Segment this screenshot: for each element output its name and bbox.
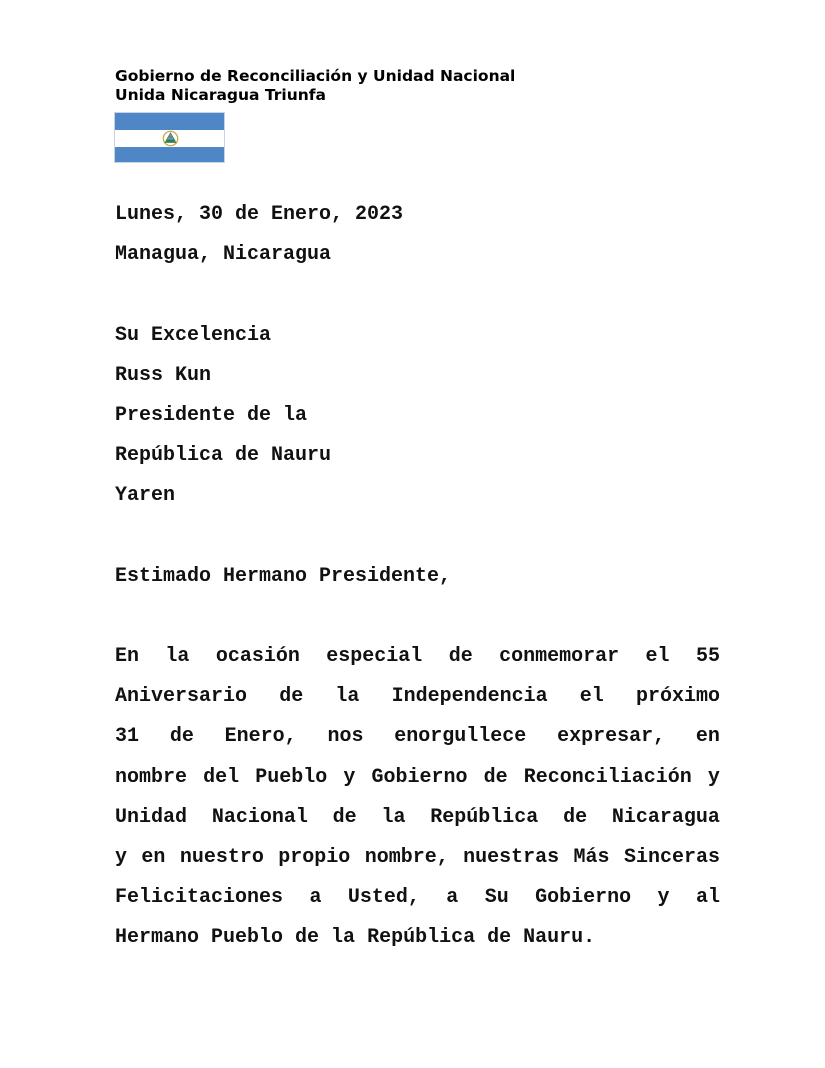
body-word: nuestras [463,846,560,869]
body-word: Gobierno [371,765,468,789]
body-word: nombre [115,765,188,789]
body-word: Enero, [224,725,297,749]
body-word: Pueblo [211,926,284,950]
body-word: propio [278,846,351,869]
body-word: de [487,926,512,950]
body-word: de [332,805,357,829]
body-word: República [430,805,539,829]
body-word: de [448,645,473,669]
body-word: de [563,805,588,829]
body-word: Independencia [391,685,548,709]
body-word: próximo [635,685,720,709]
body-word: 31 [115,725,140,749]
recipient-name: Russ Kun [115,363,212,387]
body-word: especial [326,645,423,669]
body-word: Nicaragua [611,805,720,829]
government-motto: Unida Nicaragua Triunfa [115,86,327,104]
body-word: la [381,805,406,829]
body-word: Felicitaciones [115,886,284,910]
body-word: ocasión [215,645,300,669]
body-word: Reconciliación [523,765,692,789]
letter-body [115,195,720,959]
body-word: la [335,685,360,709]
body-word: el [579,685,604,709]
body-word: Usted, [347,886,420,910]
body-word: de [279,685,304,709]
body-word: 55 [695,645,720,669]
body-word: a [309,886,322,910]
body-word: En [115,645,140,669]
body-line [115,798,720,838]
body-word: del [203,765,240,789]
body-word: el [645,645,670,669]
body-word: la [165,645,190,669]
body-word: conmemorar [499,645,620,669]
body-line [115,677,720,717]
body-word: Más [573,846,610,869]
body-word: nuestro [179,846,264,869]
body-word: enorgullece [394,725,527,749]
body-line [115,758,720,798]
body-word: expresar, [557,725,666,749]
body-word: a [446,886,459,910]
body-word: Pueblo [255,765,328,789]
body-word: nombre, [364,846,449,869]
body-word: de [295,926,320,950]
body-word: en [695,725,720,749]
body-word: y [343,765,356,789]
body-word: y [657,886,670,910]
government-name: Gobierno de Reconciliación y Unidad Nacional [115,67,516,85]
body-paragraph [115,637,720,959]
body-word: Sinceras [623,846,720,869]
body-word: nos [327,725,364,749]
recipient-title: Presidente de la [115,403,308,427]
letterhead [115,67,515,105]
body-word: Nacional [211,805,308,829]
body-line [115,637,720,677]
recipient-city: Yaren [115,484,176,508]
body-line [115,838,720,878]
body-word: en [141,846,166,869]
body-word: Nauru. [523,926,596,950]
body-word: Hermano [115,926,200,950]
body-word: Gobierno [535,886,632,910]
recipient-country: República de Nauru [115,444,332,468]
body-word: y [707,765,720,789]
body-word: Su [484,886,509,910]
body-word: y [115,846,128,869]
body-word: República [367,926,476,950]
nicaragua-flag-icon [114,112,225,163]
body-word: de [483,765,508,789]
recipient-block [115,316,720,517]
body-line [115,717,720,757]
body-line [115,918,720,958]
body-word: de [169,725,194,749]
body-word: Unidad [115,805,188,829]
body-word: al [695,886,720,910]
letter-date: Lunes, 30 de Enero, 2023 [115,203,404,226]
body-word: Aniversario [115,685,248,709]
salutation: Estimado Hermano Presidente, [115,564,452,588]
letter-place: Managua, Nicaragua [115,243,332,267]
body-line [115,878,720,918]
body-word: la [331,926,356,950]
recipient-honorific: Su Excelencia [115,323,272,347]
